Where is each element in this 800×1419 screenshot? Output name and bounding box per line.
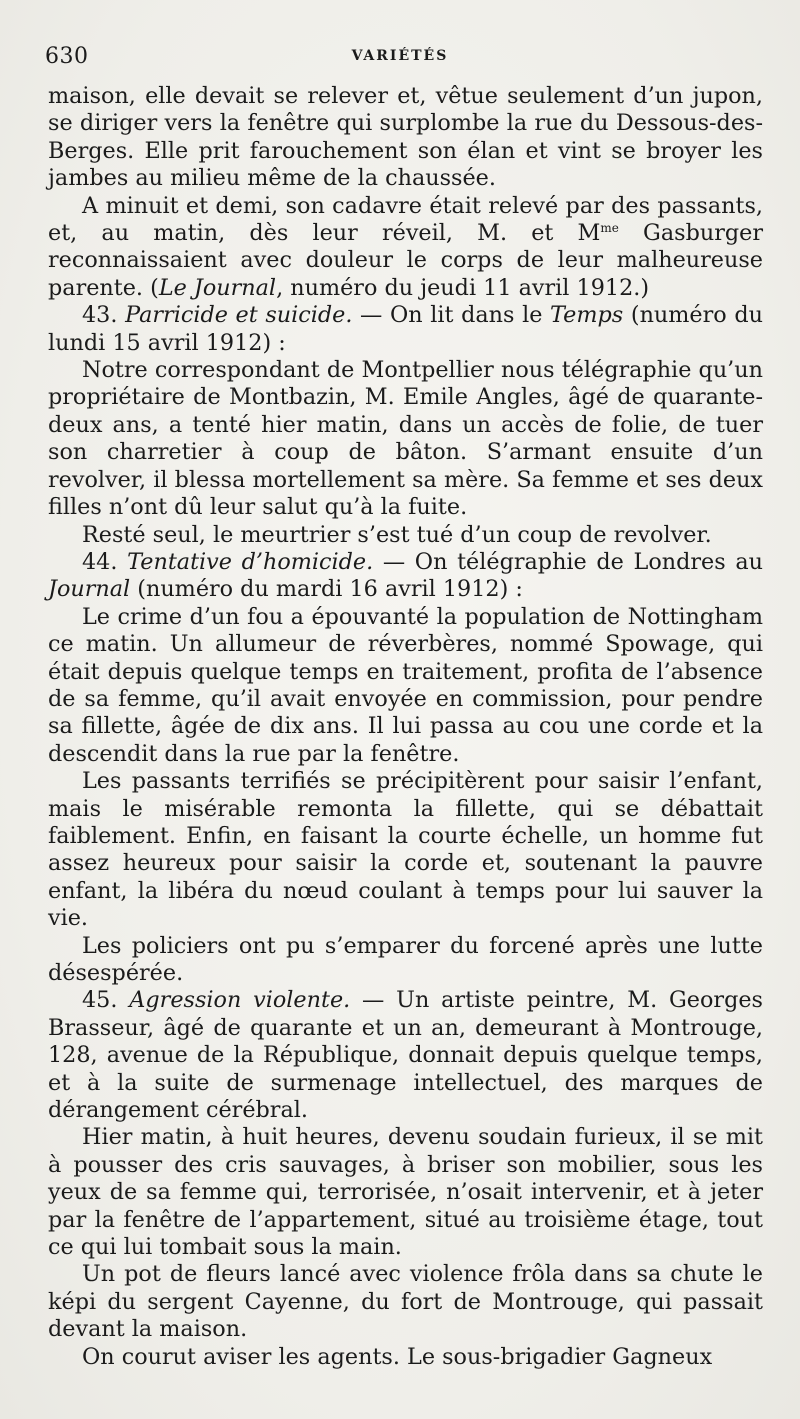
case-entry-43 bbox=[48, 302, 763, 357]
paragraph bbox=[48, 1344, 763, 1371]
paragraph-text: (numéro du mardi 16 avril 1912) : bbox=[130, 576, 523, 603]
case-number: 43. bbox=[82, 302, 118, 329]
paragraph-text: Resté seul, le meurtrier s’est tué d’un coup de revolver. bbox=[82, 521, 712, 548]
paragraph-text: On courut aviser les agents. Le sous-brigadier Gagneux bbox=[82, 1343, 713, 1370]
page-header bbox=[0, 36, 800, 76]
paragraph-text: Hier matin, à huit heures, devenu soudain furieux, il se mit à pousser des cris sauvages, à briser son mobilier, sous les yeux de sa femme qui, terrorisée, n’osait intervenir, et à jeter par la fenêtre de l’appartement, situé au troisième étage, tout ce qui lui tombait sous la main. bbox=[48, 1124, 763, 1261]
case-title: Parricide et suicide. bbox=[125, 302, 353, 329]
body-text bbox=[48, 83, 763, 1371]
paragraph bbox=[48, 604, 763, 768]
paragraph bbox=[48, 357, 763, 521]
paragraph-text: A minuit et demi, son cadavre était relevé par des passants, et, au matin, dès leur réveil, M. et M bbox=[48, 192, 763, 247]
paragraph-text: Gasburger reconnaissaient avec douleur le corps de leur malheureuse parente. ( bbox=[48, 220, 763, 301]
paragraph bbox=[48, 193, 763, 303]
paragraph-text: (numéro du lundi 15 avril 1912) : bbox=[48, 302, 763, 356]
page-number: 630 bbox=[45, 44, 89, 69]
case-entry-45 bbox=[48, 987, 763, 1124]
paragraph-text: — Un artiste peintre, M. Georges Brasseur, âgé de quarante et un an, demeurant à Montrouge, 128, avenue de la République, donnait depuis quelque temps, et à la suite de surmenage intellectuel, des marques de dérangement cérébral. bbox=[48, 987, 763, 1124]
paragraph bbox=[48, 522, 763, 549]
running-title: VARIÉTÉS bbox=[351, 48, 449, 64]
paragraph-text: Le crime d’un fou a épouvanté la population de Nottingham ce matin. Un allumeur de réverbères, nommé Spowage, qui était depuis quelque temps en traitement, profita de l’absence de sa femme, qu’il avait envoyée en commission, pour pendre sa fillette, âgée de dix ans. Il lui passa au cou une corde et la descendit dans la rue par la fenêtre. bbox=[48, 603, 763, 767]
source-title: Le Journal bbox=[158, 274, 277, 301]
case-number: 45. bbox=[82, 987, 118, 1014]
case-title: Tentative d’homicide. bbox=[127, 548, 374, 575]
source-title: Journal bbox=[48, 576, 131, 603]
case-number: 44. bbox=[82, 548, 118, 575]
paragraph-text: Un pot de fleurs lancé avec violence frôla dans sa chute le képi du sergent Cayenne, du fort de Montrouge, qui passait devant la maison. bbox=[48, 1261, 763, 1343]
paragraph-text: Les passants terrifiés se précipitèrent pour saisir l’enfant, mais le misérable remonta la fillette, qui se débattait faiblement. Enfin, en faisant la courte échelle, un homme fut assez heureux pour saisir la corde et, soutenant la pauvre enfant, la libéra du nœud coulant à temps pour lui sauver la vie. bbox=[48, 768, 763, 932]
paragraph-text: Les policiers ont pu s’emparer du forcené après une lutte désespérée. bbox=[48, 932, 763, 986]
paragraph-text: — On lit dans le bbox=[352, 302, 551, 329]
paragraph-text: maison, elle devait se relever et, vêtue seulement d’un jupon, se diriger vers la fenêtre qui surplombe la rue du Dessous-des-Berges. Elle prit farouchement son élan et vint se broyer les jambes au milieu même de la chaussée. bbox=[48, 83, 763, 192]
paragraph bbox=[48, 1124, 763, 1261]
case-entry-44 bbox=[48, 549, 763, 604]
paragraph bbox=[48, 768, 763, 932]
paragraph-text: , numéro du jeudi 11 avril 1912.) bbox=[276, 274, 650, 301]
paragraph-continuation bbox=[48, 83, 763, 193]
paragraph bbox=[48, 933, 763, 988]
paragraph bbox=[48, 1261, 763, 1343]
source-title: Temps bbox=[550, 302, 624, 329]
superscript-abbreviation: me bbox=[600, 221, 619, 236]
paragraph-text: — On télégraphie de Londres au bbox=[373, 548, 763, 575]
paragraph-text: Notre correspondant de Montpellier nous télégraphie qu’un propriétaire de Montbazin, M. Emile Angles, âgé de quarante-deux ans, a tenté hier matin, dans un accès de folie, de tuer son charretier à coup de bâton. S’armant ensuite d’un revolver, il blessa mortellement sa mère. Sa femme et ses deux filles n’ont dû leur salut qu’à la fuite. bbox=[48, 357, 763, 521]
case-title: Agression violente. bbox=[129, 987, 351, 1014]
